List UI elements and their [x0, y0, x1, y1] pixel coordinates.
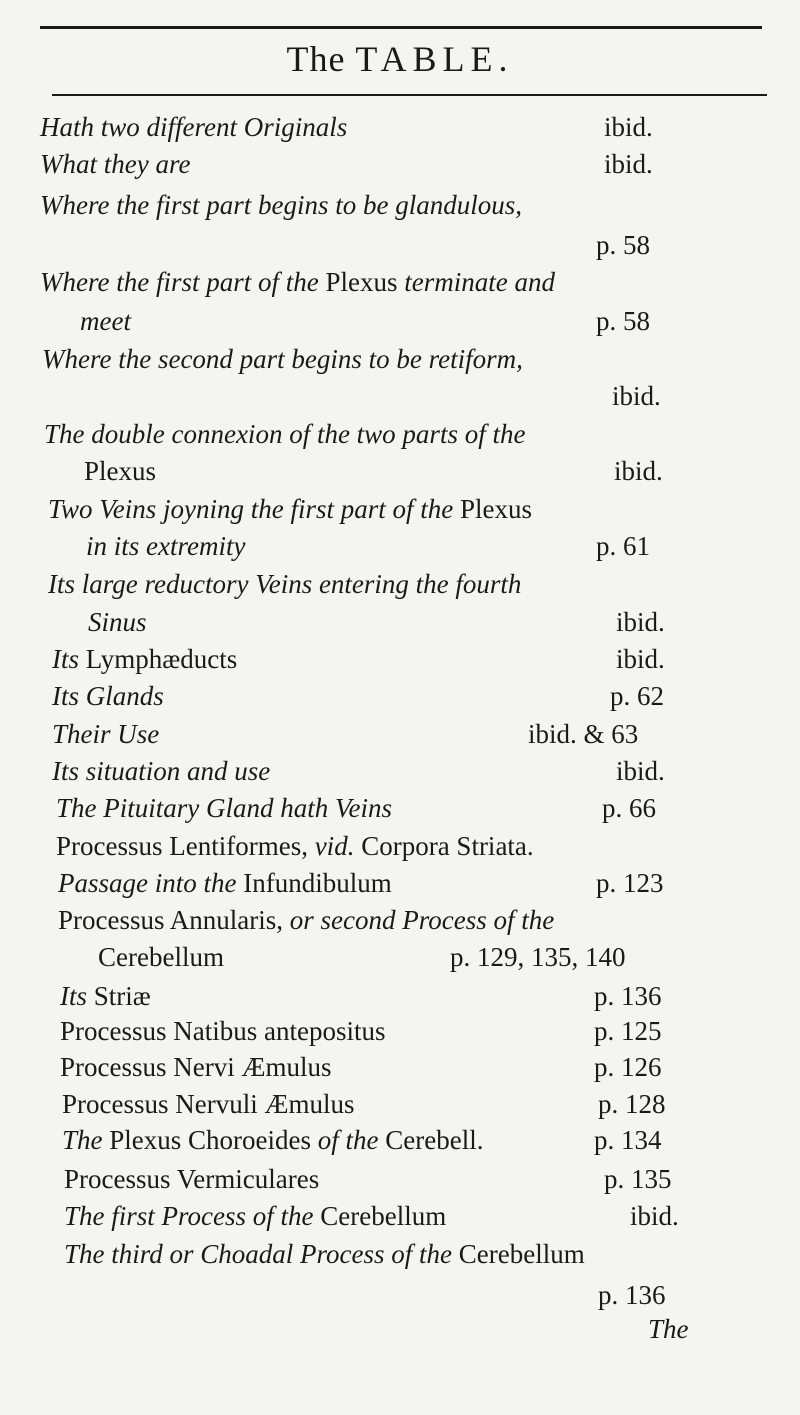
entry-page: p. 135 — [604, 1164, 672, 1194]
entry-continuation: Sinus — [88, 607, 147, 637]
entry-part: Its — [52, 644, 79, 674]
entry-part: Where the first part of the — [40, 267, 319, 297]
entry-part: Infundibulum — [243, 868, 392, 898]
entry-continuation: Plexus — [84, 456, 157, 486]
entry-page: p. 126 — [594, 1052, 662, 1082]
entry-text — [58, 864, 392, 902]
entry-part: Cerebell. — [385, 1125, 484, 1155]
entry-text — [58, 901, 554, 939]
entry-text — [60, 977, 151, 1015]
entry-text: Their Use — [52, 719, 160, 749]
entry-page: p. 136 — [598, 1280, 666, 1310]
entry-page: p. 62 — [610, 681, 664, 711]
entry-text — [56, 827, 534, 865]
entry-page: ibid. — [612, 381, 661, 411]
entry-page: p. 66 — [602, 793, 656, 823]
entry-part: Plexus Choroeides — [109, 1125, 311, 1155]
entry-text: Processus Vermiculares — [64, 1164, 320, 1194]
entry-page: ibid. — [616, 644, 665, 674]
entry-text — [48, 490, 532, 528]
entry-part: vid. — [314, 831, 355, 861]
entry-page: ibid. — [614, 456, 663, 486]
entry-part: or second Process of the — [289, 905, 555, 935]
entry-text: Its large reductory Veins entering the fourth — [48, 569, 522, 599]
entry-part: Plexus — [325, 267, 398, 297]
entry-page: p. 58 — [596, 306, 650, 336]
entry-text: Processus Nervi Æmulus — [60, 1052, 332, 1082]
entry-page: ibid. — [604, 112, 653, 142]
entry-continuation: Cerebellum — [98, 942, 224, 972]
entry-page: ibid. — [616, 607, 665, 637]
entry-page: p. 123 — [596, 868, 664, 898]
entry-text — [62, 1121, 483, 1159]
entry-part: Two Veins joyning the first part of the — [48, 494, 454, 524]
top-rule — [40, 26, 762, 29]
title-caps: TABLE. — [355, 39, 514, 79]
entry-part: Cerebellum — [320, 1201, 447, 1231]
entry-part: Lymphæducts — [85, 644, 238, 674]
header-rule — [52, 94, 767, 96]
entry-page: p. 128 — [598, 1089, 666, 1119]
entry-text: Its Glands — [52, 681, 164, 711]
entry-text — [40, 263, 555, 301]
entry-page: p. 136 — [594, 981, 662, 1011]
entry-page: p. 61 — [596, 531, 650, 561]
entry-part: Corpora Striata. — [361, 831, 534, 861]
entry-part: terminate and — [404, 267, 555, 297]
entry-part: The first Process of the — [64, 1201, 314, 1231]
entry-text: Its situation and use — [52, 756, 271, 786]
entry-page: p. 134 — [594, 1125, 662, 1155]
entry-part: Passage into the — [58, 868, 237, 898]
entry-part: Striæ — [93, 981, 151, 1011]
entry-text — [52, 640, 237, 678]
entry-continuation: in its extremity — [86, 531, 246, 561]
entry-page: ibid. — [604, 149, 653, 179]
entry-part: Processus Annularis, — [58, 905, 283, 935]
entry-continuation: meet — [80, 306, 131, 336]
title-prefix: The — [286, 39, 346, 79]
entry-text — [64, 1235, 585, 1273]
entry-text: Hath two different Originals — [40, 112, 348, 142]
entry-part: Plexus — [460, 494, 533, 524]
catchword: The — [648, 1314, 689, 1344]
entry-page: p. 58 — [596, 230, 650, 260]
entry-part: Cerebellum — [458, 1239, 585, 1269]
entry-part: Processus Lentiformes, — [56, 831, 308, 861]
entry-text: Where the second part begins to be retiform, — [42, 344, 523, 374]
entry-text: The double connexion of the two parts of the — [44, 419, 526, 449]
entry-page: ibid. — [630, 1201, 679, 1231]
entry-page: p. 125 — [594, 1016, 662, 1046]
entry-text: What they are — [40, 149, 191, 179]
entry-text — [64, 1197, 446, 1235]
entry-page: ibid. & 63 — [528, 719, 639, 749]
entry-part: The third or Choadal Process of the — [64, 1239, 452, 1269]
entry-page: p. 129, 135, 140 — [450, 942, 626, 972]
entry-text: Where the first part begins to be glandulous, — [40, 190, 522, 220]
entry-text: Processus Natibus antepositus — [60, 1016, 386, 1046]
entry-page: ibid. — [616, 756, 665, 786]
entry-part: Its — [60, 981, 87, 1011]
entry-part: of the — [317, 1125, 379, 1155]
entry-text: The Pituitary Gland hath Veins — [56, 793, 392, 823]
page-title — [0, 38, 800, 80]
entry-part: The — [62, 1125, 103, 1155]
entry-text: Processus Nervuli Æmulus — [62, 1089, 355, 1119]
